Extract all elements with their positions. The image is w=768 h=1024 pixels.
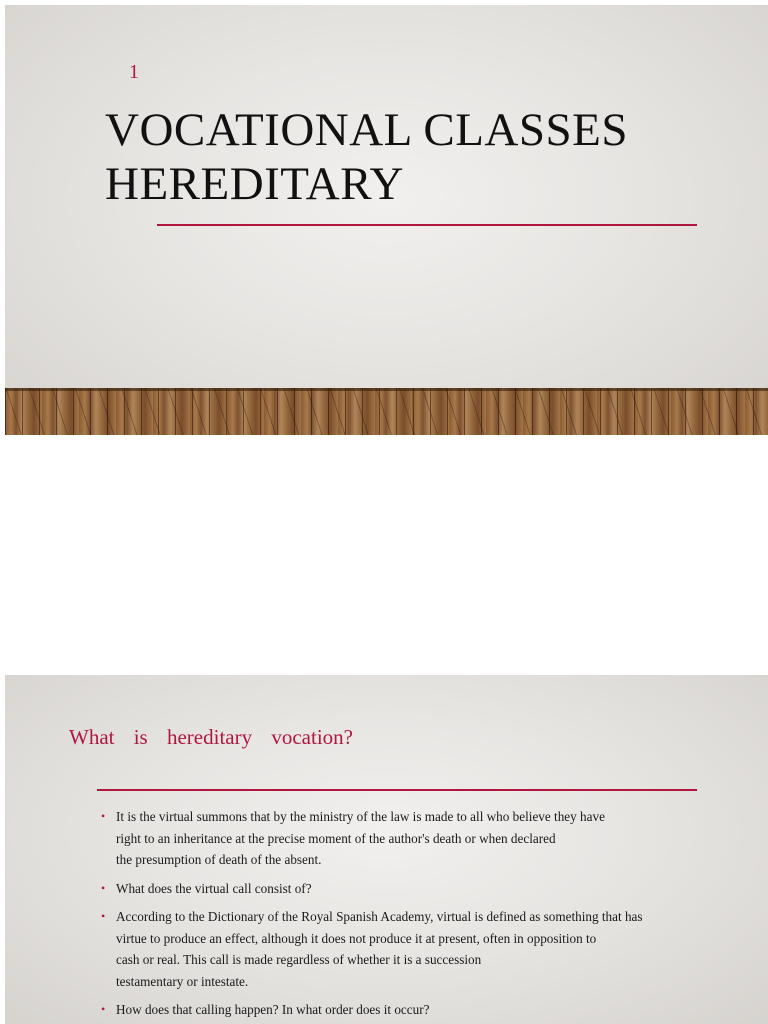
- bullet-text-line: According to the Dictionary of the Royal Spanish Academy, virtual is defined as something that has: [116, 909, 643, 924]
- bullet-item: [97, 878, 677, 900]
- heading-divider: [97, 789, 697, 791]
- bullet-text-line: testamentary or intestate.: [116, 973, 249, 989]
- slide-title-line-2: HEREDITARY: [105, 158, 404, 210]
- slide-title: [105, 103, 745, 211]
- title-slide: [5, 5, 768, 435]
- bullet-item: [97, 999, 677, 1021]
- bullet-text-line: How does that calling happen? In what order does it occur?: [116, 1002, 430, 1017]
- slide-number: 1: [129, 61, 139, 83]
- title-divider: [157, 224, 697, 226]
- bullet-icon: •: [101, 809, 106, 823]
- bullet-icon: •: [101, 880, 106, 895]
- bullet-text-line: cash or real. This call is made regardless of whether it is a succession: [116, 952, 482, 967]
- slide-heading: What is hereditary vocation?: [69, 725, 353, 749]
- bullet-text-line: It is the virtual summons that by the ministry of the law is made to all who believe they have: [116, 809, 605, 824]
- bullet-item: [97, 906, 677, 992]
- bullet-text-line: virtue to produce an effect, although it does not produce it at present, often in opposition to: [116, 930, 597, 946]
- content-slide: [5, 675, 768, 1024]
- bullet-text-line: What does the virtual call consist of?: [116, 880, 312, 896]
- bullet-text-line: right to an inheritance at the precise moment of the author's death or when declared: [116, 830, 556, 846]
- slide-title-line-1: VOCATIONAL CLASSES: [105, 104, 628, 156]
- wood-floor-decoration: [5, 388, 768, 435]
- bullet-list: [97, 806, 677, 1024]
- bullet-icon: •: [101, 909, 106, 923]
- bullet-text-line: the presumption of death of the absent.: [116, 852, 322, 867]
- bullet-item: [97, 806, 677, 871]
- bullet-icon: •: [101, 1002, 106, 1016]
